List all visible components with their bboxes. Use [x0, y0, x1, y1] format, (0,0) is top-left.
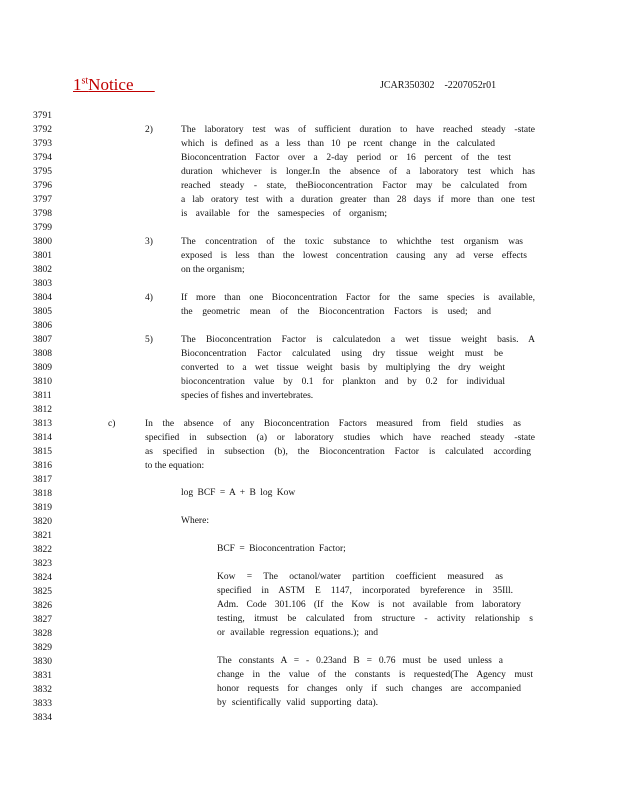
item2-line: duration whichever is longer.In the absence of a laboratory test which has — [181, 167, 535, 177]
line-number: 3834 — [33, 713, 52, 723]
line-number: 3796 — [33, 181, 52, 191]
line-number: 3832 — [33, 685, 52, 695]
kow-definition-line: Adm. Code 301.106 (If the Kow is not available from laboratory — [217, 600, 521, 610]
item4-line: If more than one Bioconcentration Factor for the same species is available, — [181, 293, 535, 303]
line-number: 3814 — [33, 433, 52, 443]
notice-number: 1 — [73, 75, 82, 94]
line-number: 3811 — [33, 391, 52, 401]
item-label: 4) — [145, 293, 153, 303]
item-label: 5) — [145, 335, 153, 345]
line-number: 3805 — [33, 307, 52, 317]
line-number: 3807 — [33, 335, 52, 345]
line-number: 3825 — [33, 587, 52, 597]
bcf-definition: BCF = Bioconcentration Factor; — [217, 544, 346, 554]
line-number: 3797 — [33, 195, 52, 205]
line-number: 3798 — [33, 209, 52, 219]
item3-line: on the organism; — [181, 265, 245, 275]
line-number: 3830 — [33, 657, 52, 667]
line-number: 3816 — [33, 461, 52, 471]
line-number: 3824 — [33, 573, 52, 583]
constants-line: The constants A = - 0.23and B = 0.76 must be used unless a — [217, 656, 503, 666]
line-number: 3817 — [33, 475, 52, 485]
line-number: 3820 — [33, 517, 52, 527]
item5-line: species of fishes and invertebrates. — [181, 391, 314, 401]
line-number: 3809 — [33, 363, 52, 373]
item2-line: a lab oratory test with a duration greater than 28 days if more than one test — [181, 195, 535, 205]
line-number: 3828 — [33, 629, 52, 639]
item-label: c) — [108, 419, 116, 429]
line-number: 3803 — [33, 279, 52, 289]
item2-line: reached steady - state, theBioconcentration Factor may be calculated from — [181, 181, 527, 191]
line-number: 3799 — [33, 223, 52, 233]
line-number: 3810 — [33, 377, 52, 387]
notice-title — [73, 75, 155, 95]
constants-line: by scientifically valid supporting data). — [217, 698, 379, 708]
line-number: 3829 — [33, 643, 52, 653]
line-number: 3833 — [33, 699, 52, 709]
line-number: 3827 — [33, 615, 52, 625]
item2-line: is available for the samespecies of organism; — [181, 209, 387, 219]
itemc-line: to the equation: — [145, 461, 205, 471]
kow-definition-line: Kow = The octanol/water partition coefficient measured as — [217, 572, 503, 582]
notice-word: Notice — [88, 75, 134, 94]
line-number: 3800 — [33, 237, 52, 247]
line-number: 3831 — [33, 671, 52, 681]
line-number: 3792 — [33, 125, 52, 135]
line-number: 3794 — [33, 153, 52, 163]
kow-definition-line: specified in ASTM E 1147, incorporated byreference in 35Ill. — [217, 586, 513, 596]
notice-ordinal-suffix: st — [81, 75, 89, 87]
constants-line: honor requests for changes only if such changes are accompanied — [217, 684, 521, 694]
line-number: 3806 — [33, 321, 52, 331]
item-label: 3) — [145, 237, 153, 247]
line-number: 3808 — [33, 349, 52, 359]
item3-line: The concentration of the toxic substance to whichthe test organism was — [181, 237, 523, 247]
itemc-line: In the absence of any Bioconcentration Factors measured from field studies as — [145, 419, 521, 429]
equation: log BCF = A + B log Kow — [181, 488, 296, 498]
line-number: 3812 — [33, 405, 52, 415]
constants-line: change in the value of the constants is requested(The Agency must — [217, 670, 533, 680]
item2-line: Bioconcentration Factor over a 2-day period or 16 percent of the test — [181, 153, 511, 163]
line-number: 3793 — [33, 139, 52, 149]
line-number: 3813 — [33, 419, 52, 429]
line-number: 3802 — [33, 265, 52, 275]
kow-definition-line: testing, itmust be calculated from structure - activity relationship s — [217, 614, 533, 624]
itemc-line: as specified in subsection (b), the Bioconcentration Factor is calculated according — [145, 447, 531, 457]
where-label: Where: — [181, 516, 209, 526]
item5-line: Bioconcentration Factor calculated using dry tissue weight must be — [181, 349, 503, 359]
line-number: 3791 — [33, 111, 52, 121]
line-number: 3795 — [33, 167, 52, 177]
kow-definition-line: or available regression equations.); and — [217, 628, 379, 638]
item4-line: the geometric mean of the Bioconcentration Factors is used; and — [181, 307, 491, 317]
item3-line: exposed is less than the lowest concentration causing any ad verse effects — [181, 251, 527, 261]
line-number: 3818 — [33, 489, 52, 499]
line-number: 3823 — [33, 559, 52, 569]
line-number: 3801 — [33, 251, 52, 261]
line-number: 3826 — [33, 601, 52, 611]
document-code: JCAR350302 -2207052r01 — [380, 80, 497, 91]
line-number: 3821 — [33, 531, 52, 541]
line-number: 3822 — [33, 545, 52, 555]
item5-line: converted to a wet tissue weight basis by multiplying the dry weight — [181, 363, 505, 373]
item-label: 2) — [145, 125, 153, 135]
item5-line: bioconcentration value by 0.1 for plankton and by 0.2 for individual — [181, 377, 505, 387]
line-number: 3804 — [33, 293, 52, 303]
item2-line: which is defined as a less than 10 pe rcent change in the calculated — [181, 139, 495, 149]
item5-line: The Bioconcentration Factor is calculatedon a wet tissue weight basis. A — [181, 335, 535, 345]
itemc-line: specified in subsection (a) or laboratory studies which have reached steady -state — [145, 433, 535, 443]
line-number: 3815 — [33, 447, 52, 457]
line-number: 3819 — [33, 503, 52, 513]
item2-line: The laboratory test was of sufficient duration to have reached steady -state — [181, 125, 535, 135]
